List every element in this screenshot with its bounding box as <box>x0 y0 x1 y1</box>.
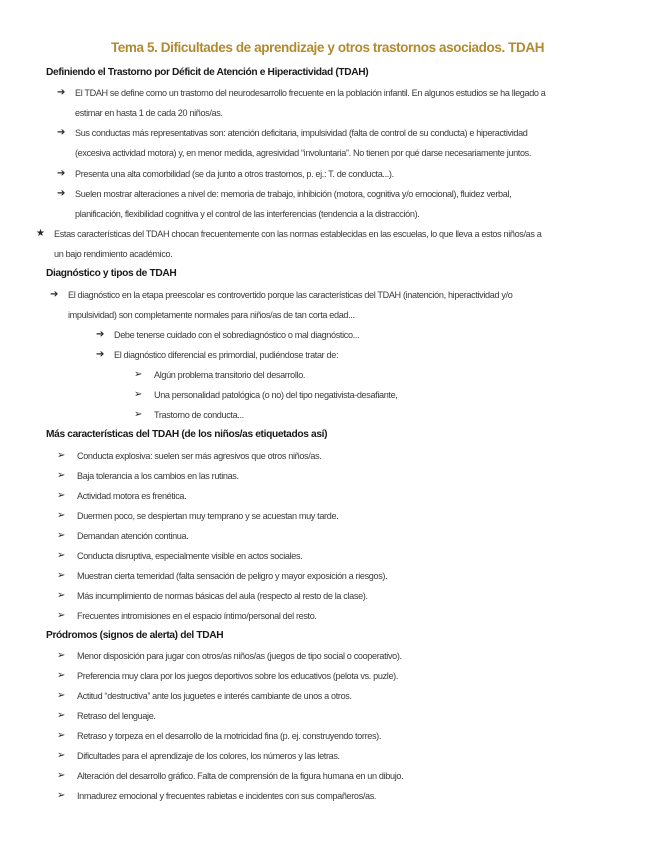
defining-item-4-line-1: Suelen mostrar alteraciones a nivel de: memoria de trabajo, inhibición (motora, cognitiva y/o emocional), fluidez verbal, <box>75 189 512 199</box>
defining-item-2-line-2: (excesiva actividad motora) y, en menor medida, agresividad “involuntaria”. No tienen por qué darse necesariamente juntos. <box>75 148 532 158</box>
arrowhead-bullet-icon: ➢ <box>57 570 66 581</box>
diagnosis-item-line-1: El diagnóstico en la etapa preescolar es controvertido porque las características del TDAH (inatención, hiperactividad y/o <box>68 290 513 300</box>
arrowhead-bullet-icon: ➢ <box>134 369 143 380</box>
more-item: Demandan atención continua. <box>77 531 189 541</box>
defining-item-4-line-2: planificación, flexibilidad cognitiva y el control de las interferencias (tendencia a la distracción). <box>75 209 420 219</box>
star-bullet-icon: ★ <box>36 228 45 239</box>
arrowhead-bullet-icon: ➢ <box>57 590 66 601</box>
more-item: Conducta disruptiva, especialmente visible en actos sociales. <box>77 551 303 561</box>
diagnosis-subsub-2: Una personalidad patológica (o no) del tipo negativista-desafiante, <box>154 390 398 400</box>
defining-item-1-line-2: estimar en hasta 1 de cada 20 niños/as. <box>75 108 223 118</box>
arrow-bullet-icon: ➔ <box>50 289 59 300</box>
diagnosis-item-line-2: impulsividad) son completamente normales para niños/as de tan corta edad... <box>68 310 355 320</box>
arrowhead-bullet-icon: ➢ <box>57 610 66 621</box>
arrowhead-bullet-icon: ➢ <box>57 790 66 801</box>
diagnosis-sub-1: Debe tenerse cuidado con el sobrediagnóstico o mal diagnóstico... <box>114 330 360 340</box>
defining-item-2-line-1: Sus conductas más representativas son: atención deficitaria, impulsividad (falta de control de su conducta) e hiperactividad <box>75 128 528 138</box>
more-item: Baja tolerancia a los cambios en las rutinas. <box>77 471 239 481</box>
arrowhead-bullet-icon: ➢ <box>57 470 66 481</box>
arrowhead-bullet-icon: ➢ <box>57 750 66 761</box>
arrowhead-bullet-icon: ➢ <box>57 670 66 681</box>
prodrome-item: Actitud “destructiva” ante los juguetes e interés cambiante de unos a otros. <box>77 691 352 701</box>
arrow-bullet-icon: ➔ <box>57 87 66 98</box>
prodrome-item: Retraso del lenguaje. <box>77 711 156 721</box>
heading-defining: Definiendo el Trastorno por Déficit de Atención e Hiperactividad (TDAH) <box>46 67 369 78</box>
arrowhead-bullet-icon: ➢ <box>57 710 66 721</box>
arrow-bullet-icon: ➔ <box>57 168 66 179</box>
prodrome-item: Preferencia muy clara por los juegos deportivos sobre los educativos (pelota vs. puzle). <box>77 671 399 681</box>
arrowhead-bullet-icon: ➢ <box>57 510 66 521</box>
heading-more-characteristics: Más características del TDAH (de los niños/as etiquetados así) <box>46 429 328 440</box>
arrow-bullet-icon: ➔ <box>57 188 66 199</box>
arrowhead-bullet-icon: ➢ <box>57 650 66 661</box>
arrow-bullet-icon: ➔ <box>96 349 105 360</box>
prodrome-item: Dificultades para el aprendizaje de los colores, los números y las letras. <box>77 751 340 761</box>
star-note-line-1: Estas características del TDAH chocan frecuentemente con las normas establecidas en las escuelas, lo que lleva a estos niños/as a <box>54 229 542 239</box>
page-title: Tema 5. Dificultades de aprendizaje y otros trastornos asociados. TDAH <box>110 40 545 55</box>
more-item: Conducta explosiva: suelen ser más agresivos que otros niños/as. <box>77 451 322 461</box>
prodrome-item: Menor disposición para jugar con otros/as niños/as (juegos de tipo social o cooperativo). <box>77 651 402 661</box>
arrowhead-bullet-icon: ➢ <box>57 530 66 541</box>
arrow-bullet-icon: ➔ <box>57 127 66 138</box>
arrowhead-bullet-icon: ➢ <box>134 389 143 400</box>
arrowhead-bullet-icon: ➢ <box>57 490 66 501</box>
more-item: Duermen poco, se despiertan muy temprano y se acuestan muy tarde. <box>77 511 339 521</box>
arrowhead-bullet-icon: ➢ <box>57 450 66 461</box>
arrow-bullet-icon: ➔ <box>96 329 105 340</box>
more-item: Frecuentes intromisiones en el espacio íntimo/personal del resto. <box>77 611 317 621</box>
arrowhead-bullet-icon: ➢ <box>57 690 66 701</box>
more-item: Más incumplimiento de normas básicas del aula (respecto al resto de la clase). <box>77 591 368 601</box>
more-item: Actividad motora es frenética. <box>77 491 187 501</box>
heading-diagnosis: Diagnóstico y tipos de TDAH <box>46 268 177 279</box>
more-item: Muestran cierta temeridad (falta sensación de peligro y mayor exposición a riesgos). <box>77 571 388 581</box>
prodrome-item: Alteración del desarrollo gráfico. Falta de comprensión de la figura humana en un dibujo. <box>77 771 404 781</box>
star-note-line-2: un bajo rendimiento académico. <box>54 249 173 259</box>
arrowhead-bullet-icon: ➢ <box>134 409 143 420</box>
heading-prodromes: Pródromos (signos de alerta) del TDAH <box>46 630 224 641</box>
prodrome-item: Inmadurez emocional y frecuentes rabietas e incidentes con sus compañeros/as. <box>77 791 377 801</box>
prodrome-item: Retraso y torpeza en el desarrollo de la motricidad fina (p. ej. construyendo torres). <box>77 731 382 741</box>
arrowhead-bullet-icon: ➢ <box>57 550 66 561</box>
diagnosis-subsub-3: Trastorno de conducta... <box>154 410 244 420</box>
diagnosis-sub-2: El diagnóstico diferencial es primordial, pudiéndose tratar de: <box>114 350 339 360</box>
arrowhead-bullet-icon: ➢ <box>57 730 66 741</box>
defining-item-1-line-1: El TDAH se define como un trastorno del neurodesarrollo frecuente en la población infantil. En algunos estudios se ha llegado a <box>75 88 546 98</box>
diagnosis-subsub-1: Algún problema transitorio del desarrollo. <box>154 370 306 380</box>
defining-item-3: Presenta una alta comorbilidad (se da junto a otros trastornos, p. ej.: T. de conducta...). <box>75 169 394 179</box>
arrowhead-bullet-icon: ➢ <box>57 770 66 781</box>
